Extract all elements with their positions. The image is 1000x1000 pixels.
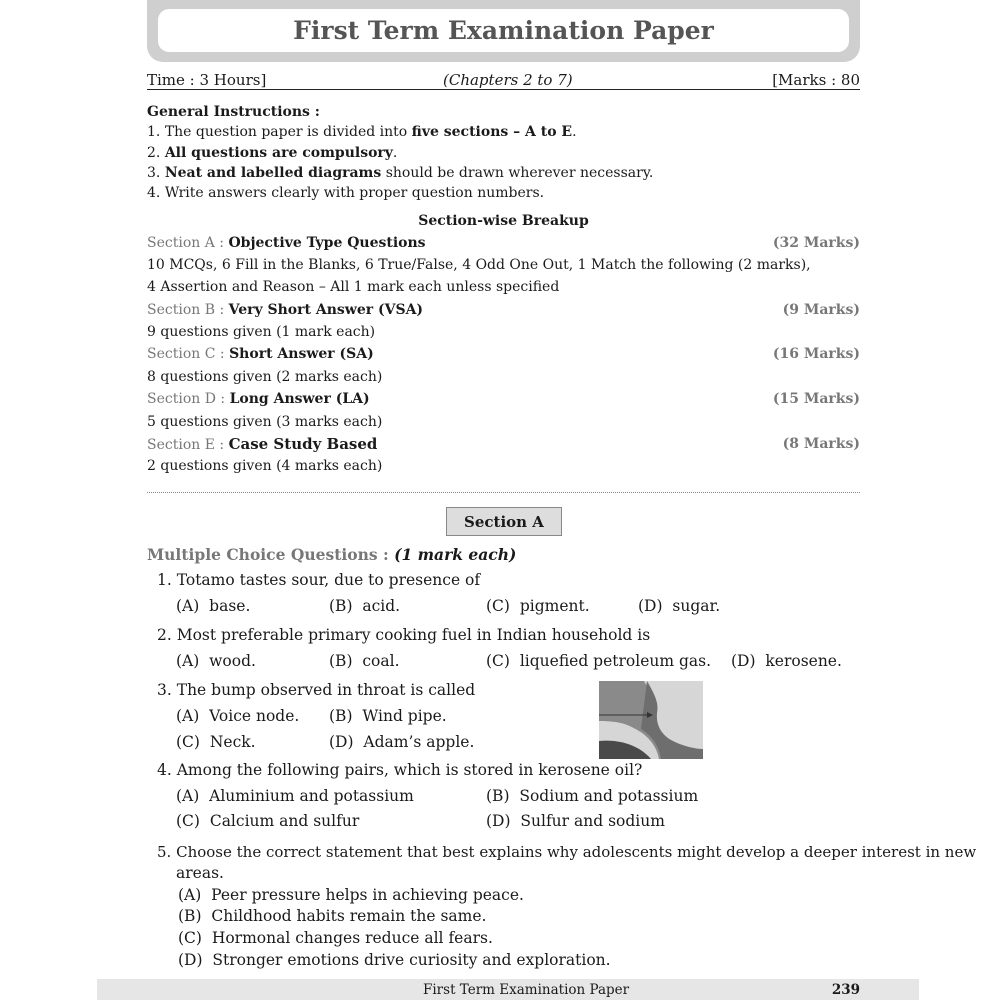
option-letter: (A) [176,707,200,725]
option [486,650,711,672]
option-text: coal. [362,652,400,670]
option [176,810,359,832]
instruction-item [147,122,577,142]
option-text: base. [209,597,251,615]
instruction-text: The question paper is divided into [164,124,412,140]
option-letter: (B) [486,787,510,805]
section-name: Case Study Based [228,435,378,453]
option-letter: (C) [486,597,510,615]
section-a-heading: Section A [446,507,562,536]
breakup-section-c [147,344,374,364]
section-label: Section D : [147,391,226,407]
section-label: Section A : [147,235,224,251]
option [329,731,474,753]
option-letter: (C) [486,652,510,670]
option-text: Wind pipe. [362,707,447,725]
option-letter: (C) [176,812,200,830]
option-letter: (C) [176,733,200,751]
option [486,595,590,617]
option [178,927,493,949]
mcq-label: Multiple Choice Questions : [147,545,389,564]
footer-title: First Term Examination Paper [423,982,630,998]
question-num: 3. [157,681,172,699]
instruction-num: 1. [147,124,161,140]
option [329,650,400,672]
instruction-bold: All questions are compulsory [164,145,393,161]
option-text: Sulfur and sodium [520,812,665,830]
section-label: Section C : [147,346,225,362]
option [178,884,524,906]
option-text: wood. [209,652,256,670]
instruction-post: . [572,124,577,140]
option-letter: (B) [329,707,353,725]
option-text: kerosene. [765,652,842,670]
throat-illustration [599,681,703,759]
instructions-heading: General Instructions : [147,104,320,120]
instruction-num: 4. [147,185,161,201]
breakup-section-e [147,434,377,455]
section-detail: 4 Assertion and Reason – All 1 mark each unless specified [147,279,560,295]
instruction-text: Write answers clearly with proper question numbers. [164,185,545,201]
section-detail: 10 MCQs, 6 Fill in the Blanks, 6 True/False, 4 Odd One Out, 1 Match the following (2 marks), [147,257,811,273]
option [178,949,611,971]
question-text: The bump observed in throat is called [176,681,476,699]
breakup-heading: Section-wise Breakup [418,213,589,229]
question-num: 2. [157,626,172,644]
option-letter: (A) [176,597,200,615]
instruction-num: 2. [147,145,161,161]
section-label: Section E : [147,437,225,453]
option-text: sugar. [672,597,721,615]
option-text: Peer pressure helps in achieving peace. [211,886,524,904]
header-rule [147,89,860,90]
question-5 [157,841,976,863]
question-num: 1. [157,571,172,589]
question-text: Most preferable primary cooking fuel in Indian household is [176,626,651,644]
option-text: Stronger emotions drive curiosity and exploration. [212,951,611,969]
question-text: Choose the correct statement that best explains why adolescents might develop a deeper interest in new [176,843,977,861]
breakup-section-a [147,233,426,253]
section-detail: 5 questions given (3 marks each) [147,414,383,430]
page-number: 239 [831,982,860,998]
option-letter: (D) [731,652,756,670]
section-name: Very Short Answer (VSA) [228,302,424,318]
option-text: Hormonal changes reduce all fears. [211,929,493,947]
option-text: Voice node. [209,707,300,725]
question-4 [157,759,642,781]
option [486,785,698,807]
option-text: Aluminium and potassium [209,787,414,805]
dotted-divider [147,492,860,493]
option-letter: (A) [176,652,200,670]
marks-label: [Marks : 80 [772,71,860,89]
question-num: 5. [157,843,172,861]
option-letter: (B) [329,652,353,670]
option [176,595,250,617]
option [176,650,256,672]
option-letter: (A) [176,787,200,805]
option-letter: (B) [178,907,202,925]
question-num: 4. [157,761,172,779]
option-letter: (D) [329,733,354,751]
option-text: Sodium and potassium [519,787,699,805]
section-name: Short Answer (SA) [229,346,374,362]
instruction-item [147,163,653,183]
option [176,785,414,807]
option [176,705,299,727]
option-letter: (D) [486,812,511,830]
option-letter: (D) [638,597,663,615]
option [329,595,400,617]
instruction-item [147,183,544,203]
section-label: Section B : [147,302,225,318]
question-2 [157,624,650,646]
mcq-note: (1 mark each) [394,545,517,564]
option [731,650,842,672]
option [329,705,447,727]
instruction-num: 3. [147,165,161,181]
option [486,810,665,832]
section-marks: (9 Marks) [782,302,860,318]
option-text: liquefied petroleum gas. [519,652,712,670]
section-marks: (16 Marks) [772,346,860,362]
section-detail: 9 questions given (1 mark each) [147,324,376,340]
option-text: Calcium and sulfur [209,812,360,830]
instruction-bold: Neat and labelled diagrams [164,165,382,181]
option [638,595,720,617]
question-text: Among the following pairs, which is stored in kerosene oil? [176,761,643,779]
section-marks: (8 Marks) [782,436,860,452]
option-letter: (B) [329,597,353,615]
page-title: First Term Examination Paper [158,9,849,52]
section-marks: (15 Marks) [772,391,860,407]
question-1 [157,569,480,591]
breakup-section-d [147,389,370,409]
option-text: Adam’s apple. [363,733,475,751]
instruction-post: . [392,145,398,161]
option-letter: (A) [178,886,202,904]
question-text: Totamo tastes sour, due to presence of [176,571,481,589]
option-text: Neck. [209,733,256,751]
instruction-post: should be drawn wherever necessary. [381,165,654,181]
section-name: Long Answer (LA) [229,391,370,407]
section-name: Objective Type Questions [228,235,426,251]
question-3 [157,679,475,701]
throat-photo [599,681,703,759]
section-marks: (32 Marks) [772,235,860,251]
breakup-section-b [147,300,423,320]
mcq-heading [147,544,516,566]
section-detail: 8 questions given (2 marks each) [147,369,383,385]
question-text-continued: areas. [176,864,224,882]
section-detail: 2 questions given (4 marks each) [147,458,383,474]
option-text: acid. [362,597,401,615]
instruction-item [147,143,397,163]
option-text: pigment. [519,597,590,615]
option [178,905,486,927]
option [176,731,256,753]
option-letter: (C) [178,929,202,947]
option-letter: (D) [178,951,203,969]
instruction-bold: five sections – A to E [411,124,573,140]
option-text: Childhood habits remain the same. [211,907,487,925]
time-label: Time : 3 Hours] [147,71,267,89]
chapters-label: (Chapters 2 to 7) [443,71,573,89]
